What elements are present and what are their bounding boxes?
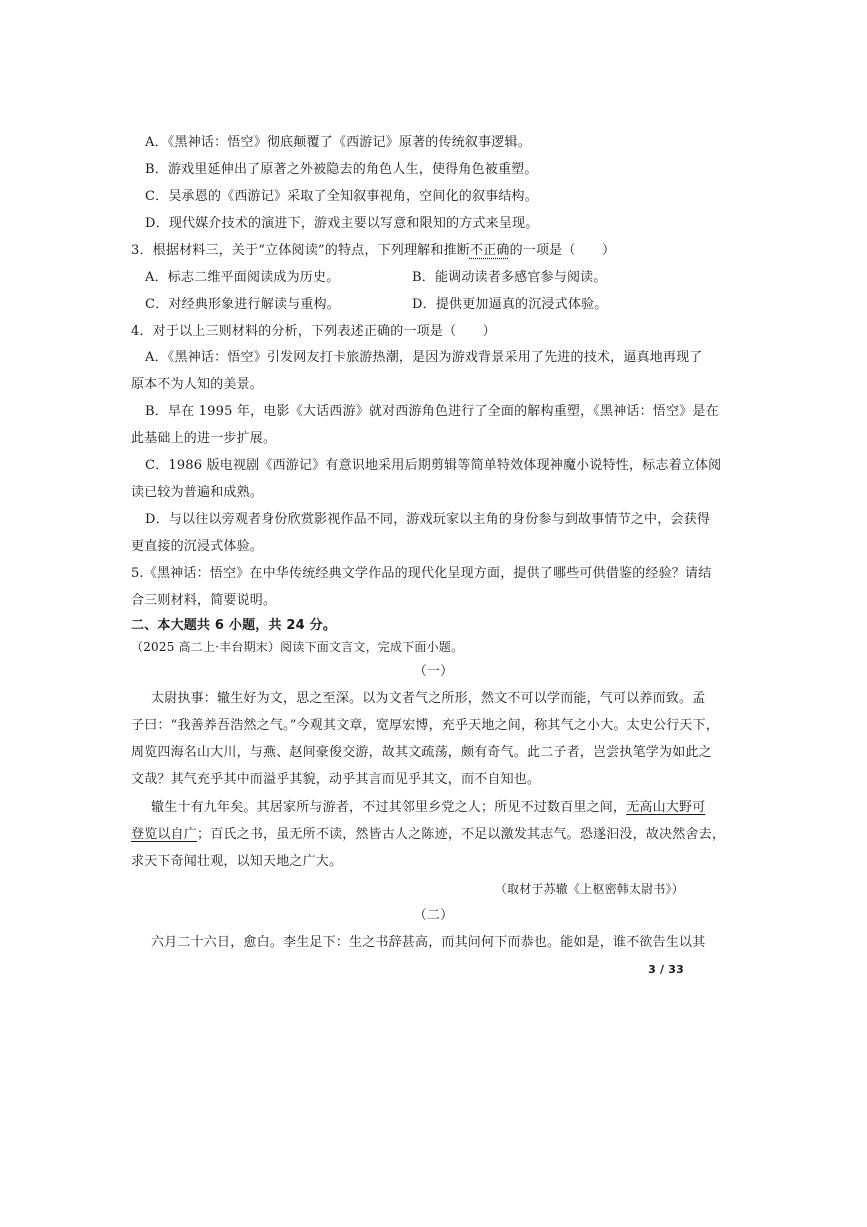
q2-option-d: D．现代媒介技术的演进下，游戏主要以写意和限知的方式来呈现。 — [145, 216, 539, 231]
passage2-line1-text: 辙生十有九年矣。其居家所与游者，不过其邻里乡党之人；所见不过数百里之间， — [151, 800, 627, 815]
q4-option-d-line2: 更直接的沉浸式体验。 — [131, 539, 264, 554]
page-number: 3 / 33 — [648, 963, 684, 976]
passage1-line3: 周览四海名山大川，与燕、赵间豪俊交游，故其文疏荡，颇有奇气。此二子者，岂尝执笔学为如此之 — [131, 745, 712, 760]
section-heading: 二、本大题共 6 小题，共 24 分。 — [131, 618, 337, 633]
q3-stem-end: 的一项是（ ） — [509, 243, 616, 258]
passage1-line4: 文哉？其气充乎其中而溢乎其貌，动乎其言而见乎其文，而不自知也。 — [131, 772, 541, 787]
underlined-phrase-part1: 无高山大野可 — [626, 800, 706, 815]
q4-option-a-line1: A．《黑神话：悟空》引发网友打卡旅游热潮，是因为游戏背景采用了先进的技术，逼真地再现了 — [145, 350, 703, 365]
q3-stem — [131, 241, 615, 261]
q4-option-a-line2: 原本不为人知的美景。 — [131, 377, 264, 392]
passage3-line1: 六月二十六日，愈白。李生足下：生之书辞甚高，而其问何下而恭也。能如是，谁不欲告生以其 — [151, 935, 706, 950]
part2-label: （二） — [413, 908, 454, 923]
passage1-line2: 子曰：“我善养吾浩然之气。”今观其文章，宽厚宏博，充乎天地之间，称其气之小大。太史公行天下， — [131, 718, 719, 733]
part1-label: （一） — [413, 664, 454, 679]
q2-option-c: C．吴承恩的《西游记》采取了全知叙事视角，空间化的叙事结构。 — [145, 189, 538, 204]
q2-option-a: A．《黑神话：悟空》彻底颠覆了《西游记》原著的传统叙事逻辑。 — [145, 135, 531, 150]
passage1-line1: 太尉执事：辙生好为文，思之至深。以为文者气之所形，然文不可以学而能，气可以养而致。孟 — [151, 691, 706, 706]
source-intro: （2025 高二上·丰台期末）阅读下面文言文，完成下面小题。 — [131, 640, 464, 654]
citation: （取材于苏辙《上枢密韩太尉书》） — [494, 882, 684, 896]
q3-option-a: A．标志二维平面阅读成为历史。 — [145, 270, 340, 285]
q4-option-b-line2: 此基础上的进一步扩展。 — [131, 431, 277, 446]
q4-stem: 4．对于以上三则材料的分析，下列表述正确的一项是（ ） — [131, 324, 496, 339]
underlined-phrase-part2: 登览以自广 — [131, 827, 198, 842]
q3-option-d: D．提供更加逼真的沉浸式体验。 — [412, 297, 608, 312]
q4-option-c-line1: C．1986 版电视剧《西游记》有意识地采用后期剪辑等简单特效体现神魔小说特性，标志着立体阅 — [145, 458, 722, 473]
q4-option-c-line2: 读已较为普遍和成熟。 — [131, 485, 264, 500]
q5-line1: 5.《黑神话：悟空》在中华传统经典文学作品的现代化呈现方面，提供了哪些可供借鉴的经验？请结 — [131, 566, 712, 581]
passage2-line2 — [131, 825, 725, 845]
q4-option-d-line1: D．与以往以旁观者身份欣赏影视作品不同，游戏玩家以主角的身份参与到故事情节之中，会获得 — [145, 512, 711, 527]
q3-stem-text: 3．根据材料三，关于“立体阅读”的特点，下列理解和推断 — [131, 243, 470, 258]
q3-option-b: B．能调动读者多感官参与阅读。 — [412, 270, 607, 285]
q3-stem-emphasis: 不正确 — [469, 243, 510, 258]
q2-option-b: B．游戏里延伸出了原著之外被隐去的角色人生，使得角色被重塑。 — [145, 162, 538, 177]
q5-line2: 合三则材料，简要说明。 — [131, 593, 277, 608]
passage2-line2-text: ；百氏之书，虽无所不读，然皆古人之陈迹，不足以激发其志气。恐遂汩没，故决然舍去， — [197, 827, 726, 842]
q4-option-b-line1: B．早在 1995 年，电影《大话西游》就对西游角色进行了全面的解构重塑，《黑神话：悟空》是在 — [145, 404, 719, 419]
passage2-line1 — [151, 798, 705, 818]
q3-option-c: C．对经典形象进行解读与重构。 — [145, 297, 340, 312]
passage2-line3: 求天下奇闻壮观，以知天地之广大。 — [131, 854, 343, 869]
